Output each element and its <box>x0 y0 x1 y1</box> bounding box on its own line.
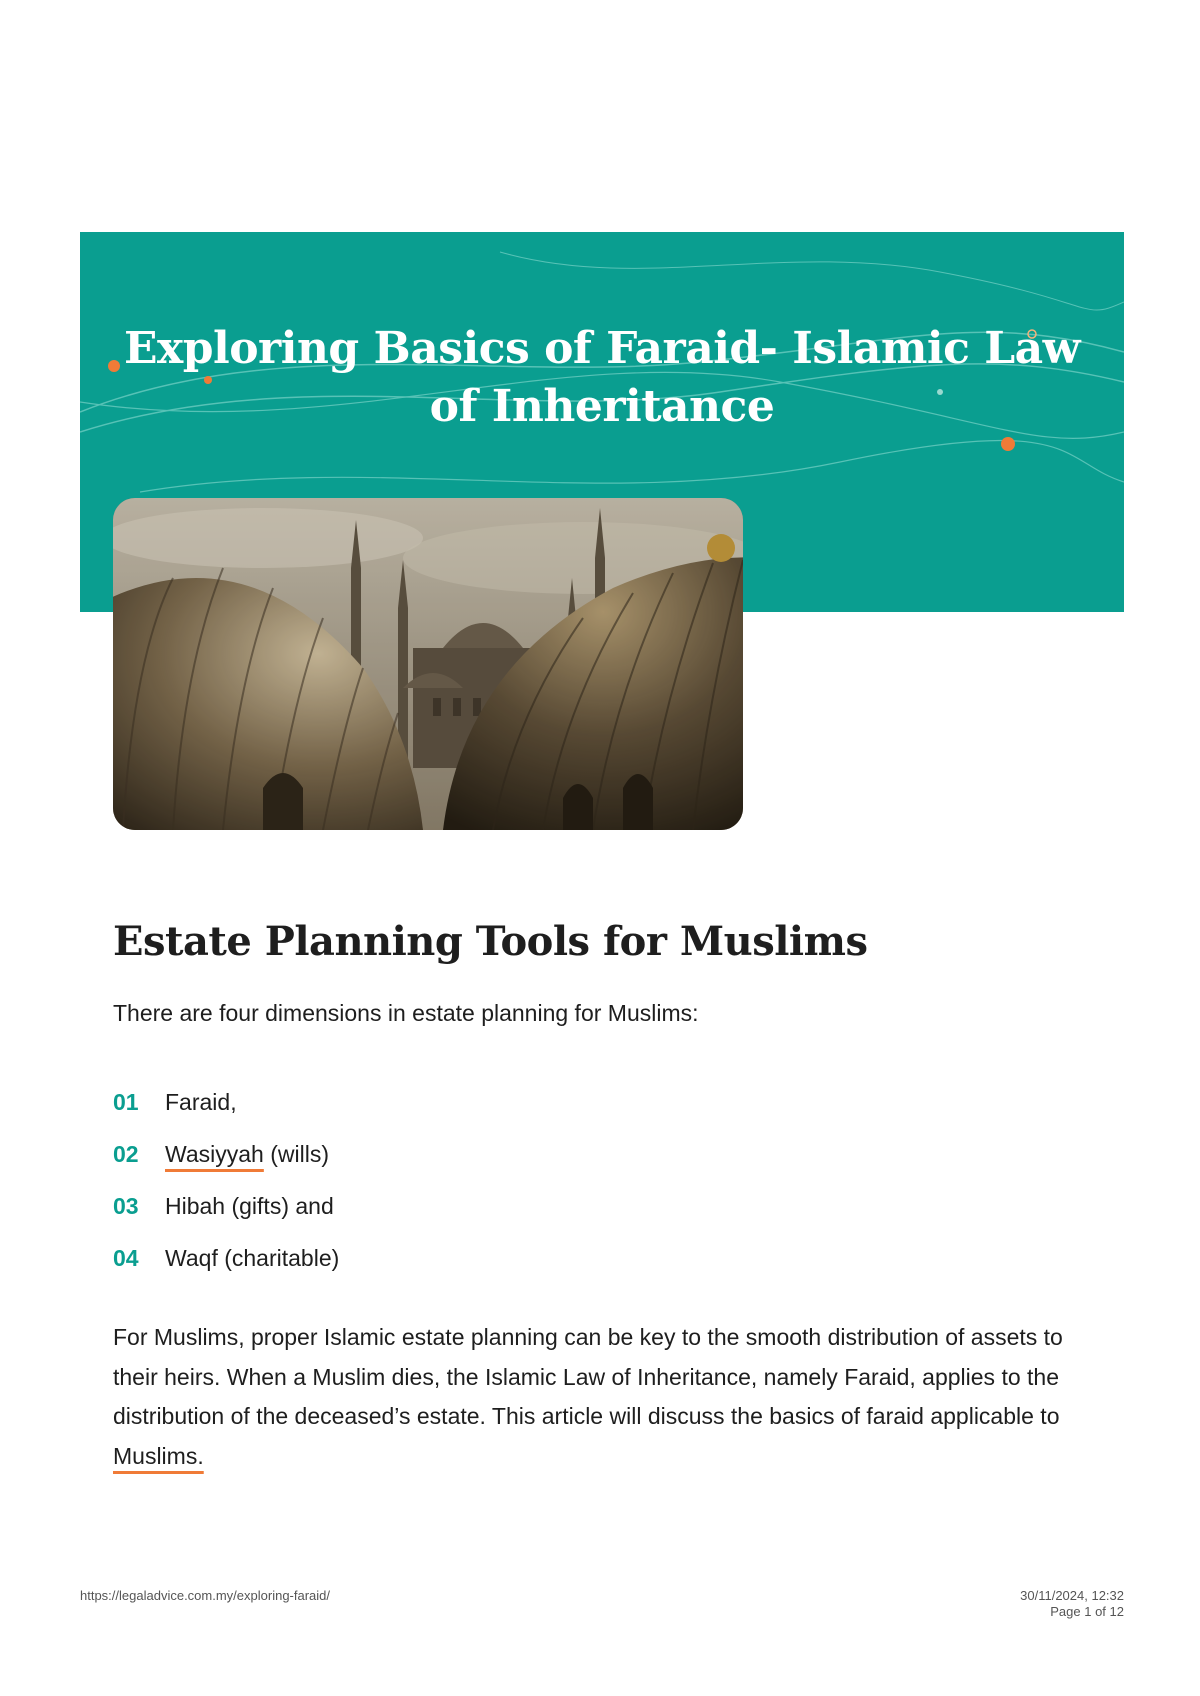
mosque-domes-photo-icon <box>113 498 743 830</box>
muslims-link[interactable]: Muslims. <box>113 1442 204 1469</box>
section-heading: Estate Planning Tools for Muslims <box>113 918 868 965</box>
list-number: 01 <box>113 1088 139 1115</box>
list-item <box>113 1076 339 1128</box>
footer-meta <box>1020 1588 1124 1620</box>
page-title: Exploring Basics of Faraid- Islamic Law of Inheritance <box>123 323 1081 432</box>
list-item <box>113 1128 339 1180</box>
list-label: (wills) <box>263 1140 329 1167</box>
list-number: 03 <box>113 1192 139 1219</box>
list-label: Faraid, <box>165 1088 237 1115</box>
decorative-dot <box>1001 437 1015 451</box>
mosque-photo <box>113 498 743 830</box>
list-number: 04 <box>113 1244 139 1271</box>
footer-url: https://legaladvice.com.my/exploring-faraid/ <box>80 1588 331 1603</box>
wasiyyah-link[interactable]: Wasiyyah <box>165 1140 264 1167</box>
list-item <box>113 1232 339 1284</box>
list-label: Hibah (gifts) and <box>165 1192 334 1219</box>
list-label: Waqf (charitable) <box>165 1244 340 1271</box>
body-paragraph <box>113 1318 1103 1476</box>
paragraph-text: For Muslims, proper Islamic estate planning can be key to the smooth distribution of assets to their heirs. When a Muslim dies, the Islamic Law of Inheritance, namely Faraid, applies to the distribution of the deceased’s estate. This article will discuss the basics of faraid applicable to <box>113 1324 1063 1429</box>
intro-text: There are four dimensions in estate planning for Muslims: <box>113 1000 699 1026</box>
estate-tools-list <box>113 1076 339 1284</box>
footer-datetime: 30/11/2024, 12:32 <box>1020 1588 1124 1603</box>
footer-page-number: Page 1 of 12 <box>1050 1604 1124 1619</box>
list-number: 02 <box>113 1140 139 1167</box>
list-item <box>113 1180 339 1232</box>
